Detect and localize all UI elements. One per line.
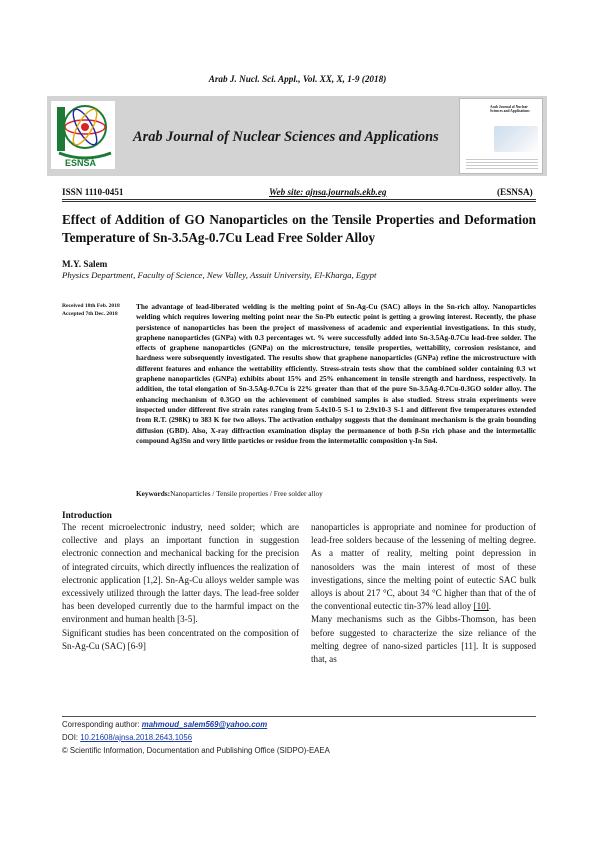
- corresponding-author: Corresponding author: mahmoud_salem569@yahoo.com: [62, 720, 268, 729]
- keywords: [136, 489, 536, 498]
- author: M.Y. Salem: [62, 259, 108, 269]
- section-heading: Introduction: [62, 510, 112, 520]
- esnsa-logo: [51, 101, 115, 169]
- cover-title: Arab Journal of Nuclear Sciences and Applications: [490, 105, 530, 114]
- doi-line: DOI: 10.21608/ajnsa.2018.2643.1056: [62, 733, 193, 742]
- copyright: © Scientific Information, Documentation and Publishing Office (SIDPO)-EAEA: [62, 746, 330, 755]
- paragraph: nanoparticles is appropriate and nominee for production of lead-free solders because of the lessening of melting degree. As a matter of reality, melting point depression in nanosolders was the main interest of most of these investigations, since the melting point of eutectic SAC bulk alloys is about 217 °C, about 34 °C higher than that of the of the conventional eutectic tin-37% lead alloy [10].: [311, 522, 536, 612]
- body-column-left: [62, 521, 299, 653]
- abstract: The advantage of lead-liberated welding is the melting point of Sn-Ag-Cu (SAC) alloys in the Sn-rich alloy. Nanoparticles welding which requires lowering melting point near the Sn-Pb eutectic point is getting a growing interest. Recently, the phase persistence of nanoparticles has been the project of massiveness of academic and experiential investigations. In this study, graphene nanoparticles (GNPa) with 0.3 percentages wt. % were successfully added into Sn-3.5Ag-0.7Cu lead-free solder. The effects of graphene nanoparticles (GNPa) on the microstructure, tensile properties, wettability, corrosion resistance, and hardness were subsequently investigated. The results show that graphene nanoparticles (GNPa) refine the microstructure with different features and enhance the wettability efficiently. Stress-strain tests show that the combined solder containing 0.3 wt graphene nanoparticles (GNPa) exhibits about 15% and 25% enhancement in tensile strength and hardness, respectively. In addition, the total elongation of Sn-3.5Ag-0.7Cu is 22% greater than that of the pure Sn-3.5Ag-0.7Cu-0.3GO solder alloy. The enhancing mechanism of 0.3GO on the achievement of combined samples is also studied. Stress strain experiments were inspected under different five strain rates ranging from 5.4x10-5 S-1 to 2.9x10-3 S-1 and different five temperatures extended from R.T. (298K) to 383 K for two alloys. The activation enthalpy suggests that the dominant mechanism is the grain bounding diffusion (GBD). Also, X-ray diffraction examination display the permanence of both β-Sn rich phase and the intermetallic compound Ag3Sn and very little particles or residue from the intermetallic composition γ-In Sn4.: [136, 302, 536, 445]
- cover-image: [494, 126, 538, 152]
- affiliation: Physics Department, Faculty of Science, New Valley, Assuit University, El-Kharga, Egypt: [62, 270, 377, 280]
- header-rule-2: [62, 201, 536, 202]
- issn: ISSN 1110-0451: [62, 187, 124, 197]
- paragraph: Many mechanisms such as the Gibbs-Thomson, has been before suggested to characterize the size reliance of the melting degree of nano-sized particles [11]. It is supposed that, as: [311, 614, 536, 665]
- paragraph: Significant studies has been concentrated on the composition of Sn-Ag-Cu (SAC) [6-9]: [62, 627, 299, 651]
- running-header: Arab J. Nucl. Sci. Appl., Vol. XX, X, 1-9 (2018): [208, 74, 387, 84]
- keywords-list: Nanoparticles / Tensile properties / Free solder alloy: [170, 489, 323, 498]
- keywords-label: Keywords:: [136, 489, 171, 498]
- article-title: Effect of Addition of GO Nanoparticles on the Tensile Properties and Deformation Temperature of Sn-3.5Ag-0.7Cu Lead Free Solder Alloy: [62, 212, 536, 245]
- journal-cover-thumbnail: [459, 98, 543, 174]
- header-rule-1: [62, 199, 536, 200]
- paragraph: The recent microelectronic industry, need solder; which are collective and plays an important function in suggestion electronic connection and mechanical backing for the precision of integrated circuits, which directly influences the realization of electronic application [1,2]. Sn-Ag-Cu alloys welder sample was excessively utilized through the latter days. The lead-free solder has been developed currently due to the harmful impact on the environment and human health [3-5].: [62, 522, 299, 625]
- society-abbrev: (ESNSA): [497, 187, 533, 197]
- journal-name: Arab Journal of Nuclear Sciences and Applications: [133, 129, 439, 145]
- body-column-right: [311, 521, 536, 666]
- journal-website-link[interactable]: Web site: ajnsa.journals.ekb.eg: [269, 187, 387, 197]
- accepted-date: Accepted 7th Dec. 2018: [62, 311, 118, 317]
- email-link[interactable]: mahmoud_salem569@yahoo.com: [141, 720, 268, 729]
- svg-text:ESNSA: ESNSA: [65, 158, 97, 168]
- reference-link[interactable]: [10]: [473, 601, 489, 612]
- received-date: Received 18th Feb. 2018: [62, 303, 120, 309]
- article-dates: [62, 302, 134, 318]
- footnote-rule: [62, 716, 536, 717]
- journal-banner: [47, 96, 547, 176]
- doi-link[interactable]: 10.21608/ajnsa.2018.2643.1056: [80, 733, 193, 742]
- cover-text-lines: [466, 157, 538, 171]
